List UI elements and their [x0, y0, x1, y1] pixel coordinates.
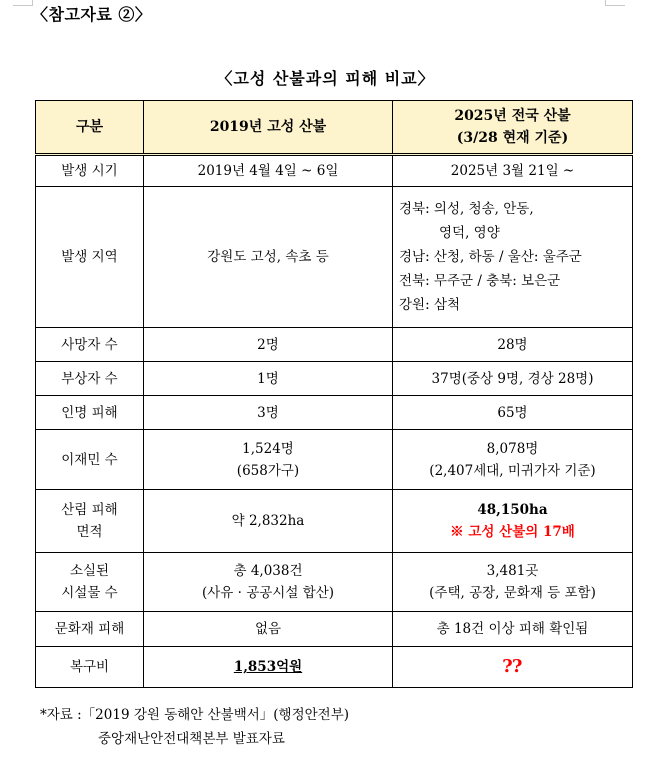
row-label [36, 490, 144, 553]
cell-2025 [393, 430, 633, 490]
cell-2025 [393, 187, 633, 328]
table-row [36, 612, 633, 647]
unknown-marker: ⁇ [502, 655, 523, 677]
cell-line: 소실된 [69, 563, 110, 579]
table-row [36, 647, 633, 688]
region-line: 영덕, 영양 [439, 225, 500, 241]
reference-title: 〈참고자료 ②〉 [32, 5, 152, 24]
cell-2019: 3명 [144, 396, 393, 430]
row-label: 발생 지역 [36, 187, 144, 328]
row-label: 발생 시기 [36, 155, 144, 187]
row-label: 문화재 피해 [36, 612, 144, 647]
cell-line: (사유 · 공공시설 합산) [201, 585, 335, 601]
region-line: 강원: 삼척 [399, 297, 461, 313]
row-label: 이재민 수 [36, 430, 144, 490]
source-note [40, 703, 349, 751]
table-row [36, 430, 633, 490]
source-line-1: *자료 :「2019 강원 동해안 산불백서」(행정안전부) [40, 707, 350, 723]
cell-2019 [144, 647, 393, 688]
highlight-note: ※ 고성 산불의 17배 [450, 524, 575, 540]
cell-line: 3,481곳 [486, 563, 539, 579]
header-2025-basis: (3/28 현재 기준) [456, 130, 569, 146]
cell-line: 시설물 수 [61, 585, 118, 601]
cell-line: 총 4,038건 [233, 563, 303, 579]
cell-2019: 약 2,832ha [144, 490, 393, 553]
table-header-row [36, 101, 633, 155]
table-row [36, 490, 633, 553]
cell-line: (주택, 공장, 문화재 등 포함) [429, 585, 596, 601]
header-2025 [393, 101, 633, 155]
cell-line: 48,150ha [477, 502, 548, 518]
cell-line: 8,078명 [486, 440, 539, 457]
region-line: 전북: 무주군 / 충북: 보은군 [399, 273, 561, 289]
page-corner-mark-top-right [605, 0, 625, 6]
cell-2019: 2019년 4월 4일 ~ 6일 [144, 155, 393, 187]
cell-2025: 65명 [393, 396, 633, 430]
header-2019: 2019년 고성 산불 [144, 101, 393, 155]
cell-2019 [144, 430, 393, 490]
cell-2019: 없음 [144, 612, 393, 647]
cell-2019: 강원도 고성, 속초 등 [144, 187, 393, 328]
comparison-table [35, 100, 633, 688]
cell-2025: 총 18건 이상 피해 확인됨 [393, 612, 633, 647]
table-row [36, 362, 633, 396]
region-line: 경남: 산청, 하동 / 울산: 울주군 [399, 249, 582, 265]
cell-2025 [393, 490, 633, 553]
row-label: 부상자 수 [36, 362, 144, 396]
table-title: 〈고성 산불과의 피해 비교〉 [216, 69, 435, 88]
cell-2025 [393, 553, 633, 612]
row-label [36, 553, 144, 612]
table-row [36, 187, 633, 328]
cell-2025 [393, 647, 633, 688]
region-line: 경북: 의성, 청송, 안동, [399, 201, 534, 217]
row-label: 복구비 [36, 647, 144, 688]
cell-line: 산림 피해 [61, 502, 118, 518]
cell-line: (658가구) [236, 462, 300, 479]
row-label: 인명 피해 [36, 396, 144, 430]
cell-2025: 2025년 3월 21일 ~ [393, 155, 633, 187]
header-2025-title: 2025년 전국 산불 [454, 108, 571, 124]
page-corner-mark-top-left [13, 0, 33, 6]
table-row [36, 328, 633, 362]
source-line-2: 중앙재난안전대책본부 발표자료 [98, 731, 285, 747]
table-row [36, 396, 633, 430]
row-label: 사망자 수 [36, 328, 144, 362]
table-row [36, 553, 633, 612]
cell-2019: 2명 [144, 328, 393, 362]
cell-line: 1,524명 [242, 440, 294, 457]
table-row [36, 155, 633, 187]
cell-2019: 1명 [144, 362, 393, 396]
cell-line: (2,407세대, 미귀가자 기준) [429, 462, 596, 479]
cell-line: 면적 [76, 524, 103, 540]
recovery-cost-value: 1,853억원 [233, 659, 303, 675]
cell-2019 [144, 553, 393, 612]
cell-2025: 28명 [393, 328, 633, 362]
cell-2025: 37명(중상 9명, 경상 28명) [393, 362, 633, 396]
header-category: 구분 [36, 101, 144, 155]
